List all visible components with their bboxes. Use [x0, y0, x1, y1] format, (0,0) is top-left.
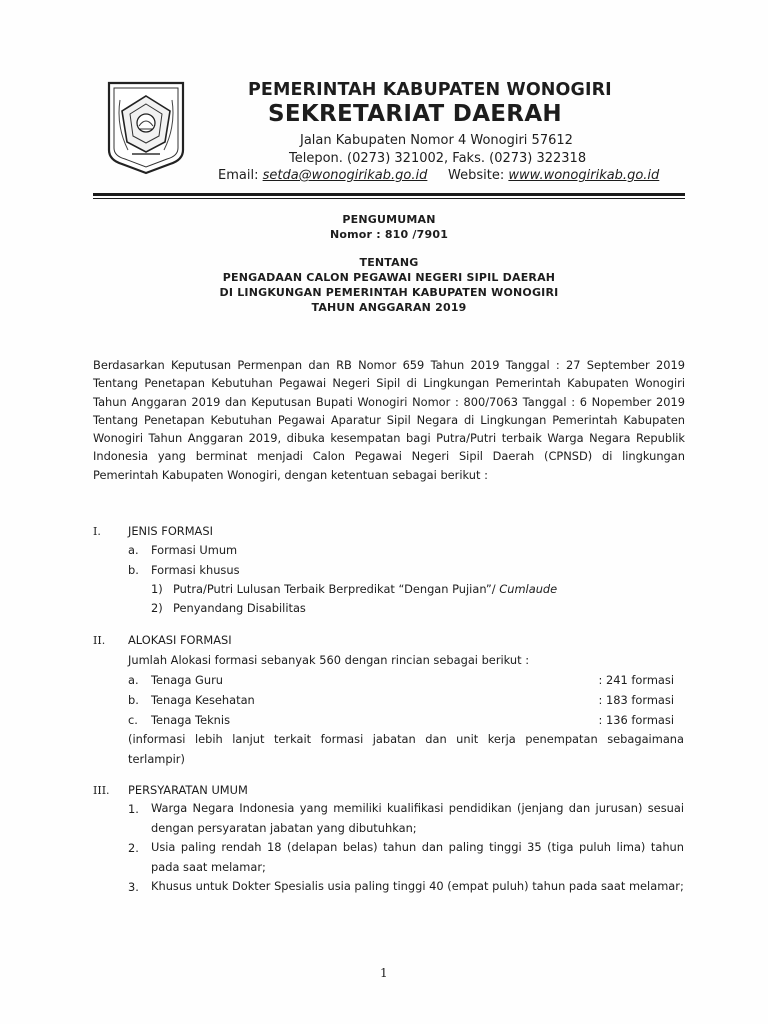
- section-2-number: II.: [93, 634, 106, 647]
- allocation-intro: Jumlah Alokasi formasi sebanyak 560 dengan rincian sebagai berikut :: [128, 653, 530, 667]
- website-label: Website:: [448, 168, 505, 183]
- list-marker: 2): [151, 601, 163, 615]
- government-name: PEMERINTAH KABUPATEN WONOGIRI: [248, 80, 612, 100]
- allocation-item-value: : 241 formasi: [598, 673, 674, 687]
- list-marker: 2.: [128, 841, 139, 855]
- requirement-item: Usia paling rendah 18 (delapan belas) tahun dan paling tinggi 35 (tiga puluh lima) tahun pada saat melamar;: [151, 840, 684, 874]
- list-marker: a.: [128, 543, 139, 557]
- allocation-item-value: : 183 formasi: [598, 693, 674, 707]
- announcement-number: Nomor : 810 /7901: [329, 228, 449, 241]
- cumlaude-text: Cumlaude: [499, 582, 558, 596]
- formation-general: Formasi Umum: [151, 543, 238, 557]
- letterhead-divider-thin: [93, 198, 685, 199]
- allocation-note: (informasi lebih lanjut terkait formasi jabatan dan unit kerja penempatan sebagaimana terlampir): [128, 732, 684, 766]
- office-name: SEKRETARIAT DAERAH: [268, 101, 562, 127]
- graduates-text: Putra/Putri Lulusan Terbaik Berpredikat “Dengan Pujian”/: [173, 582, 496, 596]
- list-marker: b.: [128, 563, 139, 577]
- subject-line-3: TAHUN ANGGARAN 2019: [311, 301, 467, 314]
- letterhead-divider-thick: [93, 193, 685, 196]
- page-number: 1: [380, 966, 388, 980]
- allocation-item-label: Tenaga Kesehatan: [151, 693, 255, 707]
- section-1-number: I.: [93, 525, 101, 538]
- formation-special: Formasi khusus: [151, 563, 240, 577]
- subject-line-2: DI LINGKUNGAN PEMERINTAH KABUPATEN WONOGIRI: [219, 286, 559, 299]
- subject-line-1: PENGADAAN CALON PEGAWAI NEGERI SIPIL DAERAH: [222, 271, 556, 284]
- about-label: TENTANG: [359, 256, 419, 269]
- website-link[interactable]: www.wonogirikab.go.id: [508, 168, 660, 183]
- list-marker: a.: [128, 673, 139, 687]
- section-1-title: JENIS FORMASI: [128, 524, 213, 538]
- section-2-title: ALOKASI FORMASI: [128, 633, 232, 647]
- allocation-item-label: Tenaga Teknis: [151, 713, 231, 727]
- list-marker: b.: [128, 693, 139, 707]
- formation-special-disability: Penyandang Disabilitas: [173, 601, 306, 615]
- formation-special-graduates: [173, 582, 557, 596]
- section-3-number: III.: [93, 784, 110, 797]
- requirement-item: Khusus untuk Dokter Spesialis usia paling tinggi 40 (empat puluh) tahun pada saat melamar;: [151, 879, 684, 893]
- announcement-title: PENGUMUMAN: [342, 213, 436, 226]
- allocation-item-value: : 136 formasi: [598, 713, 674, 727]
- allocation-item-label: Tenaga Guru: [151, 673, 224, 687]
- requirement-item: Warga Negara Indonesia yang memiliki kualifikasi pendidikan (jenjang dan jurusan) sesuai dengan persyaratan jabatan yang dibutuhkan;: [151, 801, 684, 835]
- section-3-title: PERSYARATAN UMUM: [128, 783, 248, 797]
- list-marker: 1.: [128, 802, 139, 816]
- office-phone-fax: Telepon. (0273) 321002, Faks. (0273) 322318: [289, 151, 587, 166]
- wonogiri-emblem-logo: [106, 80, 186, 176]
- list-marker: 3.: [128, 880, 139, 894]
- office-address: Jalan Kabupaten Nomor 4 Wonogiri 57612: [300, 133, 573, 148]
- email-link[interactable]: setda@wonogirikab.go.id: [262, 168, 428, 183]
- email-label: Email:: [218, 168, 259, 183]
- contact-line: [218, 168, 659, 183]
- list-marker: 1): [151, 582, 163, 596]
- intro-paragraph: Berdasarkan Keputusan Permenpan dan RB Nomor 659 Tahun 2019 Tanggal : 27 September 2019 Tentang Penetapan Kebutuhan Pegawai Negeri Sipil di Lingkungan Pemerintah Kabupaten Wonogiri Tahun Anggaran 2019 dan Keputusan Bupati Wonogiri Nomor : 800/7063 Tanggal : 6 Nopember 2019 Tentang Penetapan Kebutuhan Pegawai Aparatur Sipil Negara di Lingkungan Pemerintah Kabupaten Wonogiri Tahun Anggaran 2019, dibuka kesempatan bagi Putra/Putri terbaik Warga Negara Republik Indonesia yang berminat menjadi Calon Pegawai Negeri Sipil Daerah (CPNSD) di lingkungan Pemerintah Kabupaten Wonogiri, dengan ketentuan sebagai berikut :: [93, 358, 685, 482]
- list-marker: c.: [128, 713, 138, 727]
